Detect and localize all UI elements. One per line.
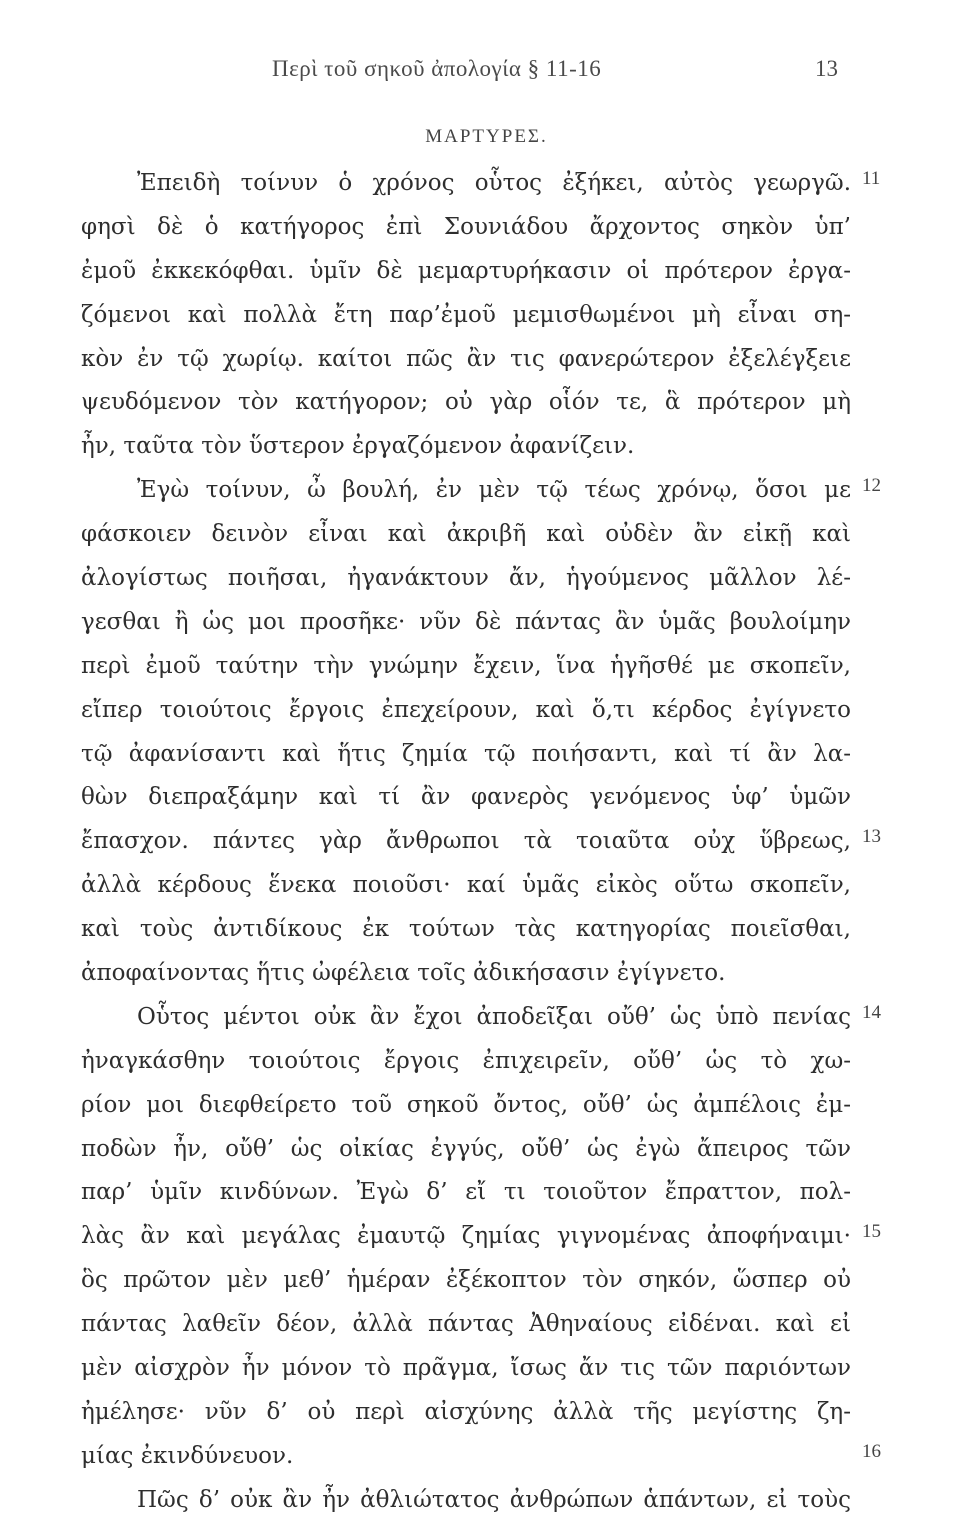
section-number: 16 <box>862 1441 881 1462</box>
text-line: ψευδόμενον τὸν κατήγορον; οὐ γὰρ οἷόν τε, ἃ πρότερον μὴ <box>81 389 851 416</box>
text-line: ἔπασχον. πάντες γὰρ ἄνθρωποι τὰ τοιαῦτα οὐχ ὕβρεως, <box>81 828 851 855</box>
text-line: καὶ τοὺς ἀντιδίκους ἐκ τούτων τὰς κατηγορίας ποιεῖσθαι, <box>81 916 851 943</box>
text-line: μὲν αἰσχρὸν ἦν μόνον τὸ πρᾶγμα, ἴσως ἄν τις τῶν παριόντων <box>81 1355 851 1382</box>
section-number: 12 <box>862 475 881 496</box>
text-line: περὶ ἐμοῦ ταύτην τὴν γνώμην ἔχειν, ἵνα ἡγῆσθέ με σκοπεῖν, <box>81 652 851 679</box>
text-line: θὼν διεπραξάμην καὶ τί ἂν φανερὸς γενόμενος ὑφ’ ὑμῶν <box>81 784 851 811</box>
text-line: φάσκοιεν δεινὸν εἶναι καὶ ἀκριβῆ καὶ οὐδὲν ἂν εἰκῇ καὶ <box>81 521 851 548</box>
text-line: ἐμοῦ ἐκκεκόφθαι. ὑμῖν δὲ μεμαρτυρήκασιν οἱ πρότερον ἐργα- <box>81 257 851 284</box>
text-line: τῷ ἀφανίσαντι καὶ ἥτις ζημία τῷ ποιήσαντι, καὶ τί ἂν λα- <box>81 740 851 767</box>
section-number: 15 <box>862 1221 881 1242</box>
text-line: ἦν, ταῦτα τὸν ὕστερον ἐργαζόμενον ἀφανίζειν. <box>81 433 635 460</box>
text-line: παρ’ ὑμῖν κινδύνων. Ἐγὼ δ’ εἴ τι τοιοῦτον ἔπραττον, πολ- <box>81 1179 851 1206</box>
text-line: ἠμέλησε· νῦν δ’ οὐ περὶ αἰσχύνης ἀλλὰ τῆς μεγίστης ζη- <box>81 1398 851 1425</box>
text-line: ἀλλὰ κέρδους ἕνεκα ποιοῦσι· καί ὑμᾶς εἰκὸς οὕτω σκοπεῖν, <box>81 872 851 899</box>
text-line: Πῶς δ’ οὐκ ἂν ἦν ἀθλιώτατος ἀνθρώπων ἁπάντων, εἰ τοὺς <box>137 1486 851 1513</box>
text-line: ἀποφαίνοντας ἥτις ὠφέλεια τοῖς ἀδικήσασιν ἐγίγνετο. <box>81 960 726 987</box>
text-line: εἴπερ τοιούτοις ἔργοις ἐπεχείρουν, καὶ ὅ,τι κέρδος ἐγίγνετο <box>81 696 851 723</box>
text-line: πάντας λαθεῖν δέον, ἀλλὰ πάντας Ἀθηναίους εἰδέναι. καὶ εἰ <box>81 1311 851 1338</box>
body-text <box>81 162 851 1523</box>
text-line: ὃς πρῶτον μὲν μεθ’ ἡμέραν ἐξέκοπτον τὸν σηκόν, ὥσπερ οὐ <box>81 1267 851 1294</box>
page-number: 13 <box>815 56 838 81</box>
text-line: Ἐγὼ τοίνυν, ὦ βουλή, ἐν μὲν τῷ τέως χρόνῳ, ὅσοι με <box>137 477 851 504</box>
section-number: 13 <box>862 826 881 847</box>
text-line: φησὶ δὲ ὁ κατήγορος ἐπὶ Σουνιάδου ἄρχοντος σηκὸν ὑπ’ <box>81 213 851 240</box>
text-line: κὸν ἐν τῷ χωρίῳ. καίτοι πῶς ἂν τις φανερώτερον ἐξελέγξειε <box>81 345 851 372</box>
text-line: ποδὼν ἦν, οὔθ’ ὡς οἰκίας ἐγγύς, οὔθ’ ὡς ἐγὼ ἄπειρος τῶν <box>81 1135 851 1162</box>
text-line: λὰς ἂν καὶ μεγάλας ἐμαυτῷ ζημίας γιγνομένας ἀποφήναιμι· <box>81 1223 851 1250</box>
text-line: ρίον μοι διεφθείρετο τοῦ σηκοῦ ὄντος, οὔθ’ ὡς ἀμπέλοις ἐμ- <box>81 1091 851 1118</box>
running-head <box>0 56 973 86</box>
text-line: ἠναγκάσθην τοιούτοις ἔργοις ἐπιχειρεῖν, οὔθ’ ὡς τὸ χω- <box>81 1047 851 1074</box>
text-line: ἀλογίστως ποιῆσαι, ἠγανάκτουν ἄν, ἡγούμενος μᾶλλον λέ- <box>81 565 851 592</box>
section-number: 11 <box>862 168 881 189</box>
text-line: ζόμενοι καὶ πολλὰ ἔτη παρ’ἐμοῦ μεμισθωμένοι μὴ εἶναι ση- <box>81 301 851 328</box>
running-title: Περὶ τοῦ σηκοῦ ἀπολογία § 11-16 <box>272 56 602 81</box>
section-number: 14 <box>862 1002 881 1023</box>
section-heading: ΜΑΡΤΥΡΕΣ. <box>425 126 548 147</box>
text-line: Ἐπειδὴ τοίνυν ὁ χρόνος οὗτος ἐξήκει, αὐτὸς γεωργῶ. <box>137 170 851 196</box>
text-line: Οὗτος μέντοι οὐκ ἂν ἔχοι ἀποδεῖξαι οὔθ’ ὡς ὑπὸ πενίας <box>137 1003 851 1030</box>
text-line: γεσθαι ἢ ὡς μοι προσῆκε· νῦν δὲ πάντας ἂν ὑμᾶς βουλοίμην <box>81 608 851 635</box>
text-line: μίας ἐκινδύνευον. <box>81 1442 294 1469</box>
